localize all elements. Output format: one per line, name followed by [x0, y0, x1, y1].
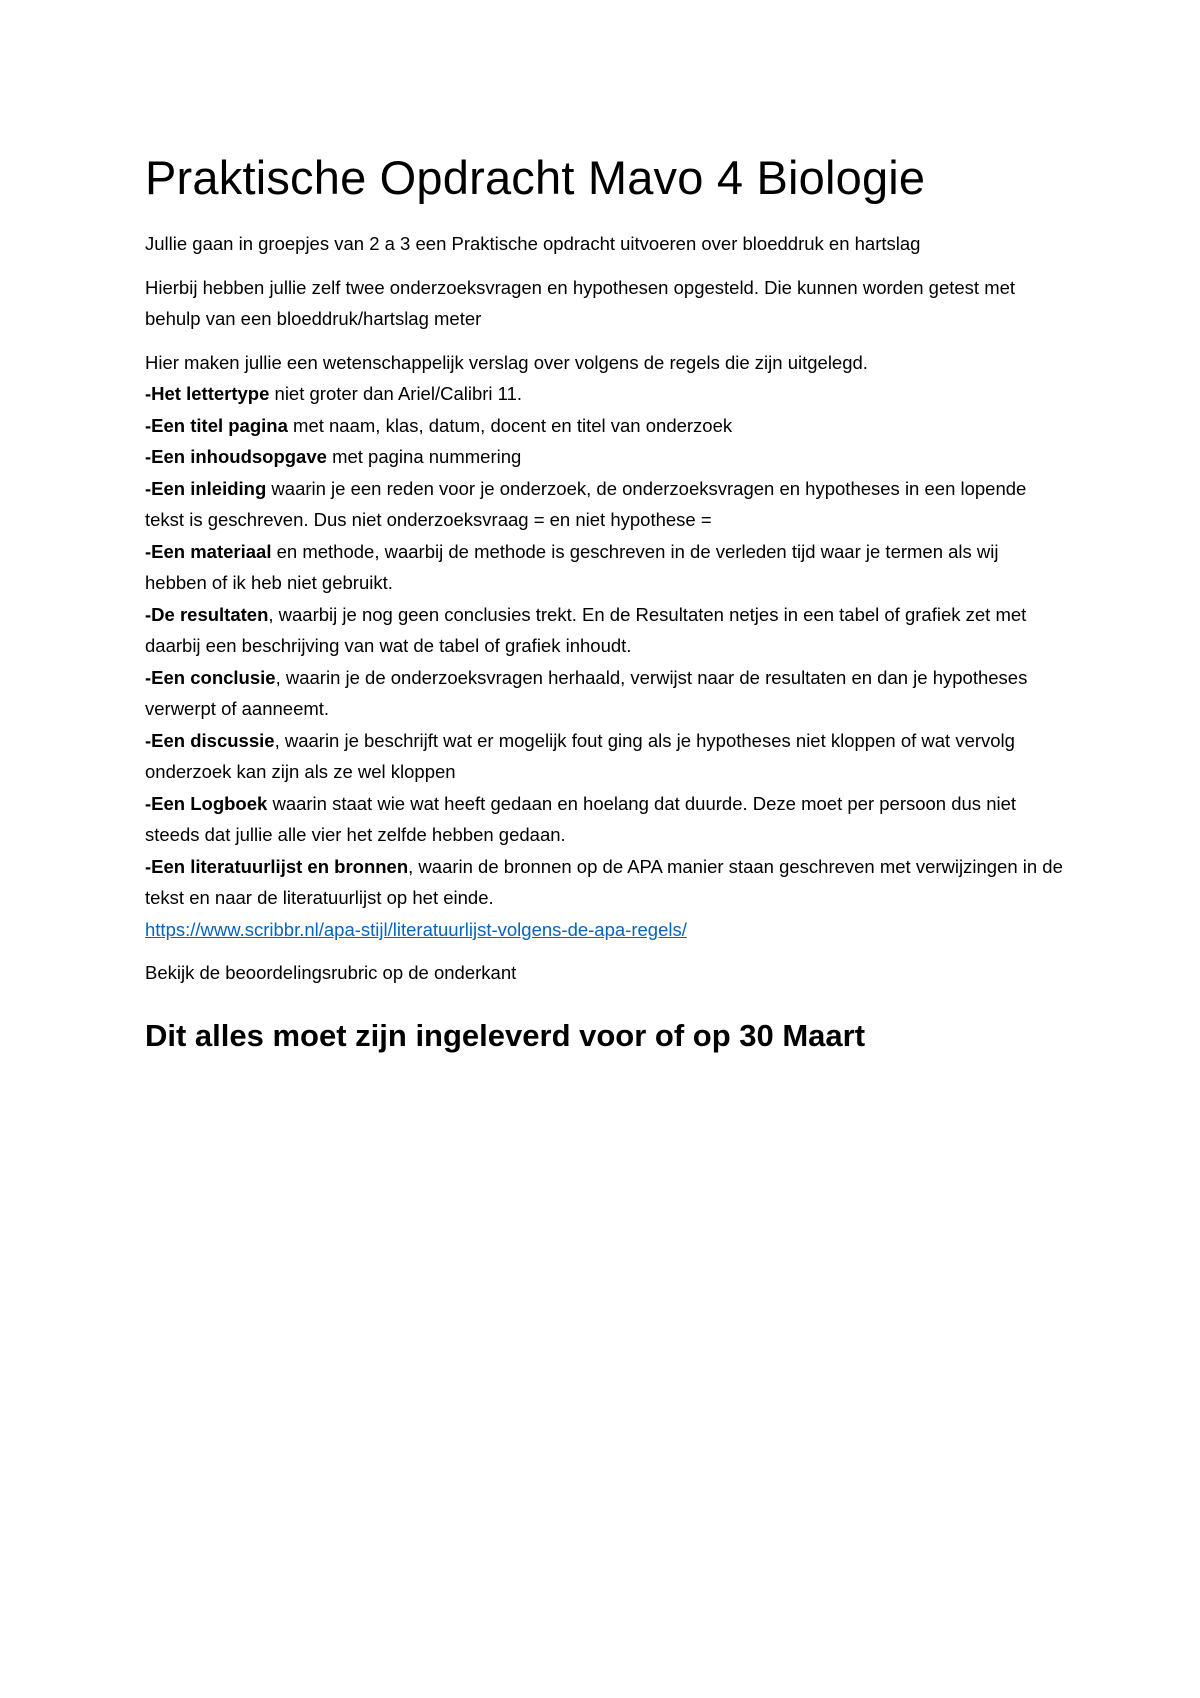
document-page: [145, 150, 1065, 1054]
list-item: [145, 473, 1065, 536]
requirements-list: [145, 347, 1065, 946]
list-item-heading: -Een literatuurlijst en bronnen: [145, 855, 409, 877]
apa-link-line: [145, 914, 1065, 946]
list-item: [145, 441, 1065, 473]
deadline-heading: Dit alles moet zijn ingeleverd voor of op 30 Maart: [145, 1017, 866, 1053]
list-item-text: niet groter dan Ariel/Calibri 11.: [269, 383, 523, 405]
list-item-text: , waarin de bronnen op de APA manier staan geschreven met verwijzingen in de tekst en naar de literatuurlijst op het einde.: [145, 855, 1063, 909]
list-item-text: , waarin je beschrijft wat er mogelijk fout ging als je hypotheses niet kloppen of wat vervolg onderzoek kan zijn als ze wel kloppen: [145, 729, 1015, 783]
list-item: [145, 410, 1065, 442]
list-item: [145, 788, 1065, 851]
list-item: [145, 378, 1065, 410]
apa-reference-link[interactable]: https://www.scribbr.nl/apa-stijl/literatuurlijst-volgens-de-apa-regels/: [145, 918, 687, 940]
list-item: [145, 536, 1065, 599]
list-item-text: met pagina nummering: [326, 446, 522, 468]
list-item: [145, 599, 1065, 662]
intro-paragraph-hypotheses: Hierbij hebben jullie zelf twee onderzoeksvragen en hypothesen opgesteld. Die kunnen worden getest met behulp van een bloeddruk/hartslag meter: [145, 276, 1016, 330]
list-item-heading: -De resultaten: [145, 603, 269, 625]
list-item-heading: -Een conclusie: [145, 666, 276, 688]
list-item: [145, 662, 1065, 725]
list-item-text: met naam, klas, datum, docent en titel van onderzoek: [287, 414, 733, 436]
list-item-heading: -Een materiaal: [145, 540, 272, 562]
list-item-text: waarin staat wie wat heeft gedaan en hoelang dat duurde. Deze moet per persoon dus niet steeds dat jullie alle vier het zelfde hebben gedaan.: [145, 792, 1017, 846]
rubric-note: Bekijk de beoordelingsrubric op de onderkant: [145, 962, 517, 984]
intro-paragraph-groups: Jullie gaan in groepjes van 2 a 3 een Praktische opdracht uitvoeren over bloeddruk en hartslag: [145, 233, 921, 255]
list-item: [145, 851, 1065, 914]
list-item-heading: -Een discussie: [145, 729, 275, 751]
list-item-text: , waarbij je nog geen conclusies trekt. En de Resultaten netjes in een tabel of grafiek zet met daarbij een beschrijving van wat de tabel of grafiek inhoudt.: [145, 603, 1027, 657]
list-item-heading: -Een Logboek: [145, 792, 268, 814]
list-item-heading: -Een inhoudsopgave: [145, 446, 327, 468]
list-item-text: en methode, waarbij de methode is geschreven in de verleden tijd waar je termen als wij hebben of ik heb niet gebruikt.: [145, 540, 999, 594]
list-item-text: waarin je een reden voor je onderzoek, de onderzoeksvragen en hypotheses in een lopende tekst is geschreven. Dus niet onderzoeksvraag = en niet hypothese =: [145, 477, 1027, 531]
page-title: Praktische Opdracht Mavo 4 Biologie: [145, 151, 926, 204]
list-item-heading: -Een inleiding: [145, 477, 267, 499]
requirements-intro: Hier maken jullie een wetenschappelijk verslag over volgens de regels die zijn uitgelegd.: [145, 351, 868, 373]
list-item: [145, 725, 1065, 788]
list-item-text: , waarin je de onderzoeksvragen herhaald, verwijst naar de resultaten en dan je hypotheses verwerpt of aanneemt.: [145, 666, 1028, 720]
list-item-heading: -Het lettertype: [145, 383, 270, 405]
list-item-heading: -Een titel pagina: [145, 414, 288, 436]
